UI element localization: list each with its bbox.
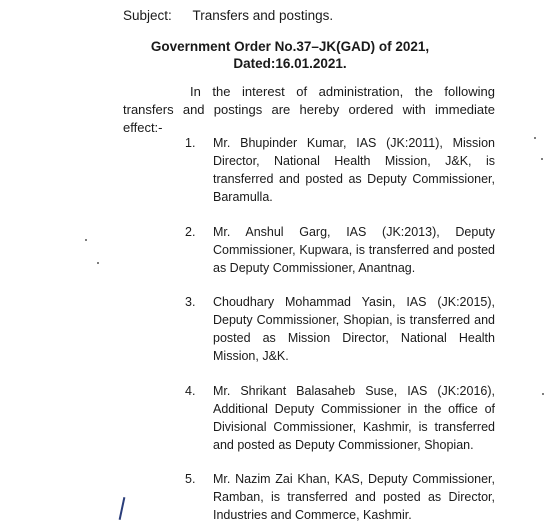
item-text: Choudhary Mohammad Yasin, IAS (JK:2015), Deputy Commissioner, Shopian, is transferred and posted as Mission Director, National Health Mission, J&K.: [213, 295, 495, 363]
subject-line: [123, 8, 333, 23]
subject-label: Subject:: [123, 8, 172, 23]
order-heading: [100, 38, 480, 72]
subject-text: Transfers and postings.: [192, 8, 334, 23]
scan-speck: [534, 137, 536, 139]
intro-line-2: transfers and postings are hereby ordered with immediate effect:-: [123, 102, 495, 135]
pen-stroke: [119, 497, 126, 520]
scan-speck: [97, 262, 99, 264]
scan-speck: [541, 158, 543, 160]
scan-speck: [542, 393, 544, 395]
item-number: 1.: [185, 136, 196, 150]
scan-speck: [85, 239, 87, 241]
item-text: Mr. Bhupinder Kumar, IAS (JK:2011), Mission Director, National Health Mission, J&K, is transferred and posted as Deputy Commissioner, Baramulla.: [213, 136, 495, 204]
item-text: Mr. Nazim Zai Khan, KAS, Deputy Commissioner, Ramban, is transferred and posted as Director, Industries and Commerce, Kashmir.: [213, 472, 495, 522]
order-number: Government Order No.37–JK(GAD) of 2021,: [150, 39, 430, 54]
item-number: 5.: [185, 472, 196, 486]
item-text: Mr. Shrikant Balasaheb Suse, IAS (JK:2016), Additional Deputy Commissioner in the office of Divisional Commissioner, Kashmir, is transferred and posted as Deputy Commissioner, Shopian.: [213, 384, 495, 452]
intro-paragraph: [123, 83, 495, 137]
item-number: 2.: [185, 225, 196, 239]
order-item-2: [185, 223, 495, 277]
intro-line-1: In the interest of administration, the following: [190, 84, 495, 99]
order-item-1: [185, 134, 495, 206]
order-item-5: [185, 470, 495, 524]
item-text: Mr. Anshul Garg, IAS (JK:2013), Deputy Commissioner, Kupwara, is transferred and posted as Deputy Commissioner, Anantnag.: [213, 225, 495, 275]
order-date: Dated:16.01.2021.: [233, 56, 347, 71]
order-item-3: [185, 293, 495, 365]
item-number: 3.: [185, 295, 196, 309]
item-number: 4.: [185, 384, 196, 398]
order-item-4: [185, 382, 495, 454]
